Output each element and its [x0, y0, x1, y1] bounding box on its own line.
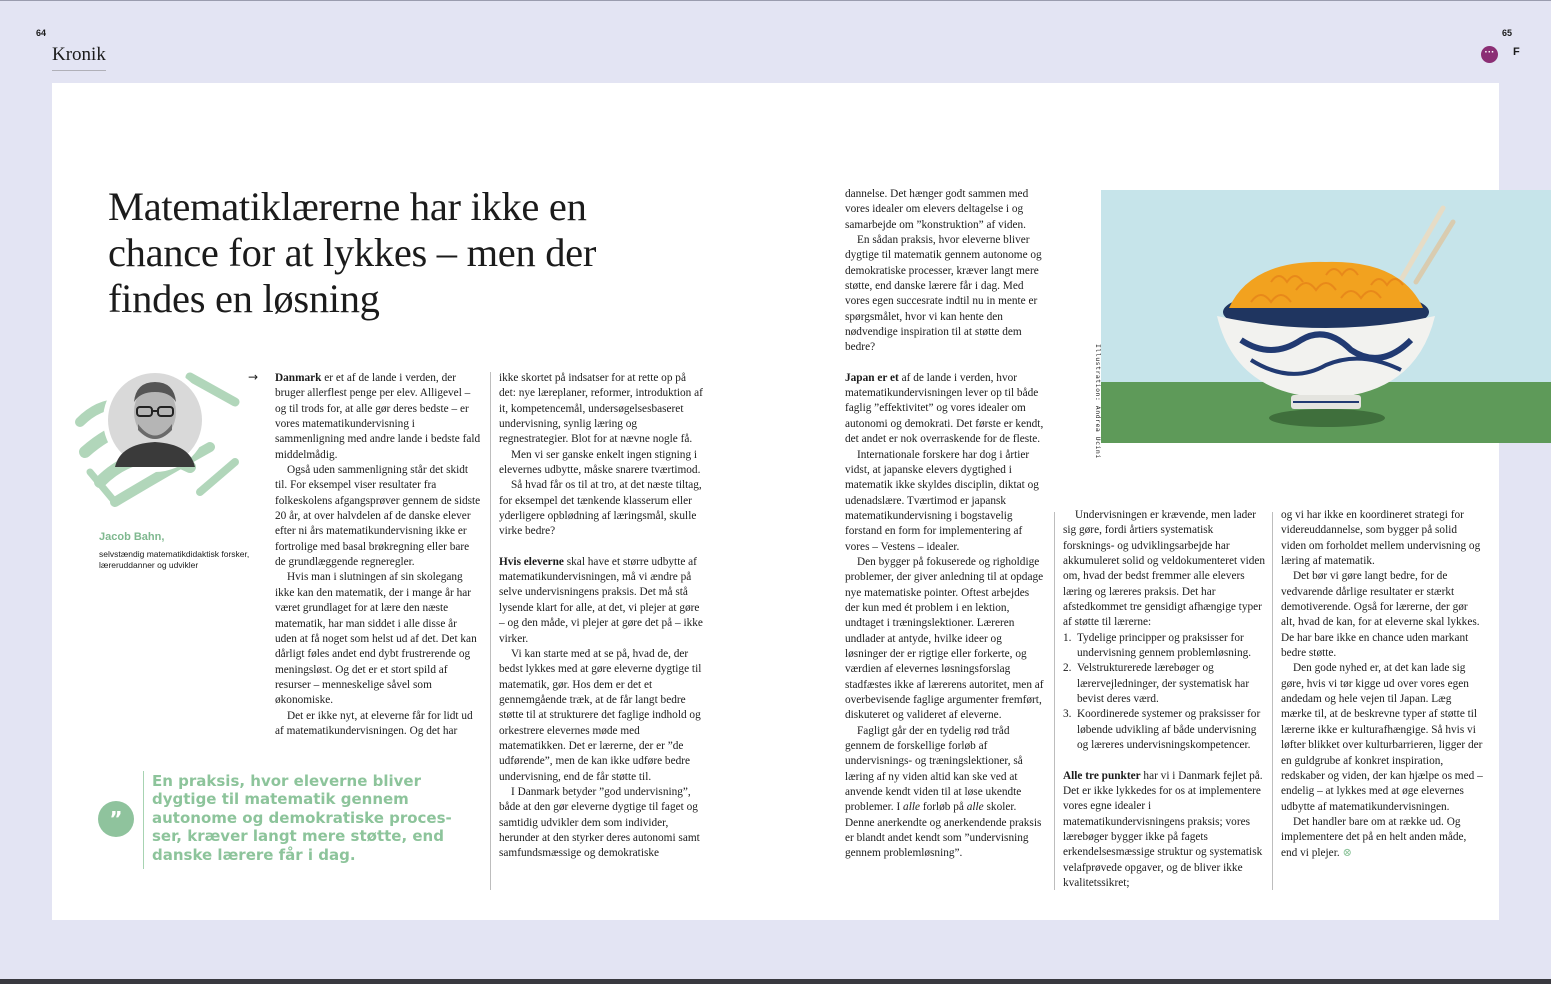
paragraph: Hvis eleverne skal have et større udbytte af matematikundervisningen, må vi ændre på selve undervisningens praksis. Det må stå lysende klart for alle, at det, vi plejer at gøre – og den måde, vi plejer at gøre det på – ikke virker. [499, 555, 703, 645]
paragraph: og vi har ikke en koordineret strategi for videreuddannelse, som bygger på solid viden om forholdet mellem undervisning og læring af matematik. [1281, 509, 1481, 568]
paragraph: Det er ikke nyt, at eleverne får for lidt ud af matematikundervisningen. Og det har [275, 709, 473, 737]
paragraph: En sådan praksis, hvor eleverne bliver dygtige til matematik gennem autonome og demokratiske processer, kræver langt mere støtte, end danske lærere får i dag. Med vores egen succesrate indtil nu in mente er spørgsmålet, hvor vi kan hente den nødvendige inspiration til at støtte dem bedre? [845, 234, 1042, 354]
paragraph: Vi kan starte med at se på, hvad de, der bedst lykkes med at gøre eleverne dygtige til matematik, gør. Hos dem er det et gennemgående træk, at de får langt bedre støtte til at strukturere det faglige indhold og orkestrere elevernes møde med matematikken. Det er lærerne, der er ”de udførende”, men de kan ikke udføre bedre undervisning, end de får støtte til. [499, 647, 702, 783]
paragraph: ikke skortet på indsatser for at rette op på det: nye læreplaner, reformer, introduktion af it, kompetencemål, undersøgelsesbaseret undervisning, synlig læring og regnestrategier. Blot for at nævne nogle få. [499, 372, 703, 446]
paragraph: Japan er et af de lande i verden, hvor matematikundervisningen lever op til både faglig ”effektivitet” og vores idealer om autonomi og demokrati. Det første er kendt, det andet er nok overraskende for de fleste. [845, 371, 1044, 446]
paragraph: Hvis man i slutningen af sin skolegang ikke kan den matematik, der i mange år har været grundlaget for at lære den næste matematik, har man siddet i alle disse år uden at få noget som helst ud af det. Det kan dårligt føles andet end dybt frustrerende og meningsløst. Og det er et stort spild af resurser – menneskelige såvel som økonomiske. [275, 571, 477, 707]
paragraph: Den gode nyhed er, at det kan lade sig gøre, hvis vi tør kigge ud over vores egen andedam og hele vejen til Japan. Læg mærke til, at de beskrevne typer af støtte til lærerne ikke er kulturafhængige. Så hvis vi løfter blikket over kulturbarrieren, ligger der en guldgrube af konkret inspiration, redskaber og viden, der kan hjælpe os med – endelig – at lykkes med at øge elevernes udbytte af matematikundervisningen. [1281, 662, 1483, 813]
top-border [0, 0, 1551, 1]
paragraph: Det bør vi gøre langt bedre, for de vedvarende dårlige resultater er stærkt demotiverende. Også for lærerne, der gør alt, hvad de kan, for at eleverne skal lykkes. De har bare ikke en chance uden markant bedre støtte. [1281, 570, 1480, 660]
column-divider [1054, 512, 1055, 890]
paragraph: Undervisningen er krævende, men lader sig gøre, fordi årtiers systematisk forsknings- og udviklingsarbejde har akkumuleret solid og veldokumenteret viden om, hvad der bedst fremmer alle elevers læring og læreres praksis. Det har afstedkommet tre gensidigt afhængige typer af støtte til lærerne: [1063, 509, 1266, 629]
body-column-1 [275, 371, 481, 739]
arrow-right-icon: → [248, 370, 259, 384]
lead-in: Alle tre punkter [1063, 769, 1141, 782]
paragraph: Så hvad får os til at tro, at det næste tiltag, for eksempel det tænkende klasserum eller yderligere opblødning af læringsmål, skulle virke bedre? [499, 479, 702, 538]
paragraph: Men vi ser ganske enkelt ingen stigning i elevernes udbytte, måske snarere tværtimod. [499, 448, 701, 477]
author-name: Jacob Bahn, [99, 531, 165, 543]
column-divider [490, 372, 491, 890]
paragraph: Fagligt går der en tydelig rød tråd gennem de forskellige forløb af undervisnings- og træningslektioner, så læring af ny viden altid kan ske ved at anvende kendt viden til at løse ukendte problemer. I alle forløb på alle skoler. Denne anerkendte og anerkendende praksis er blandt andet kendt som ”undervisning gennem problemløsning”. [845, 724, 1042, 860]
lead-in: Danmark [275, 372, 322, 384]
body-column-5 [1281, 508, 1483, 861]
paragraph: dannelse. Det hænger godt sammen med vores idealer om elevers deltagelse i og samarbejde om ”konstruktion” af viden. [845, 188, 1029, 231]
noodle-bowl-illustration [1101, 190, 1551, 443]
list-item: 2. Velstrukturerede lærebøger og lærervejledninger, der systematisk har bevist deres værd. [1063, 662, 1250, 706]
list-item: 1. Tydelige principper og praksisser for undervisning gennem problemløsning. [1063, 631, 1252, 660]
lead-in: Japan er et [845, 371, 899, 384]
author-portrait [70, 352, 245, 522]
paragraph: Den bygger på fokuserede og righoldige problemer, der giver anledning til at opdage nye matematiske pointer. Oftest arbejdes der kun med ét problem i en lektion, undtaget i træningslektioner. Læreren undlader at antyde, hvilke ideer og løsninger der er rigtige eller forkerte, og værdien af elevernes løsningsforslag stadfæstes ikke af lærerens autoritet, men af overbevisende faglige argumenter fremført, diskuteret og valideret af eleverne. [845, 555, 1044, 722]
illustration-credit: Illustration: Andrea Ucini [1094, 344, 1102, 459]
body-column-3 [845, 187, 1045, 862]
section-title: Kronik [52, 44, 106, 71]
paragraph: Danmark er et af de lande i verden, der bruger allerflest penge per elev. Alligevel – og til trods for, at alle gør deres bedste – er vores matematikundervisning i sammenligning med andre lande i bedste fald middelmådig. [275, 372, 481, 461]
column-divider [1272, 512, 1273, 890]
support-list [1063, 631, 1266, 754]
paragraph: Alle tre punkter har vi i Danmark fejlet på. Det er ikke lykkedes for os at implementere vores egne idealer i matematikundervisningens praksis; vores lærebøger bygger ikke på fagets erkendelsesmæssige struktur og systematisk velafprøvede opgaver, og de bliver ikke kvalitetssikret; [1063, 769, 1263, 889]
page-number-right: 65 [1502, 28, 1513, 38]
paragraph: Internationale forskere har dog i årtier vidst, at japanske elevers dygtighed i matematik ikke skyldes disciplin, diktat og udenadslære. Tværtimod er japansk matematikundervisning i bogstavelig forstand en form for implementering af vores – Vestens – idealer. [845, 448, 1039, 553]
body-column-2 [499, 371, 705, 862]
article-title: Matematiklærerne har ikke en chance for at lykkes – men der findes en løsning [108, 184, 597, 321]
bottom-bar [0, 979, 1551, 984]
paragraph: Også uden sammenligning står det skidt til. For eksempel viser resultater fra folkeskolens afgangsprøver gennem de sidste 20 år, at over halvdelen af de danske elever efter ni års matematikundervisning ikke er fortrolige med basal brøkregning eller bare de grundlæggende regneregler. [275, 464, 481, 569]
paragraph: I Danmark betyder ”god undervisning”, både at den gør eleverne dygtige til faget og samtidig udvikler dem som individer, herunder at den styrker deres autonomi samt samfundsmæssige og demokratiske [499, 785, 700, 860]
page-number-left: 64 [36, 28, 47, 38]
end-mark-icon: ⊗ [1342, 846, 1352, 859]
magazine-logo-mark[interactable]: F [1513, 46, 1520, 58]
paragraph: Det handler bare om at række ud. Og implementere det på en helt anden måde, end vi plejer. ⊗ [1281, 815, 1467, 859]
lead-in: Hvis eleverne [499, 555, 564, 568]
quote-icon: ” [98, 801, 134, 837]
list-item: 3. Koordinerede systemer og praksisser for løbende udvikling af både undervisning og læreres undervisningskompetencer. [1063, 708, 1261, 752]
pull-quote: En praksis, hvor eleverne bliver dygtige til matematik gennem autonome og demokratiske proces-ser, kræver langt mere støtte, end danske lærere får i dag. [152, 772, 452, 864]
body-column-4 [1063, 508, 1266, 891]
quote-rule [143, 771, 144, 869]
magazine-logo-badge[interactable]: ··· [1481, 46, 1498, 63]
author-role: selvstændig matematikdidaktisk forsker, læreruddanner og udvikler [99, 549, 250, 570]
